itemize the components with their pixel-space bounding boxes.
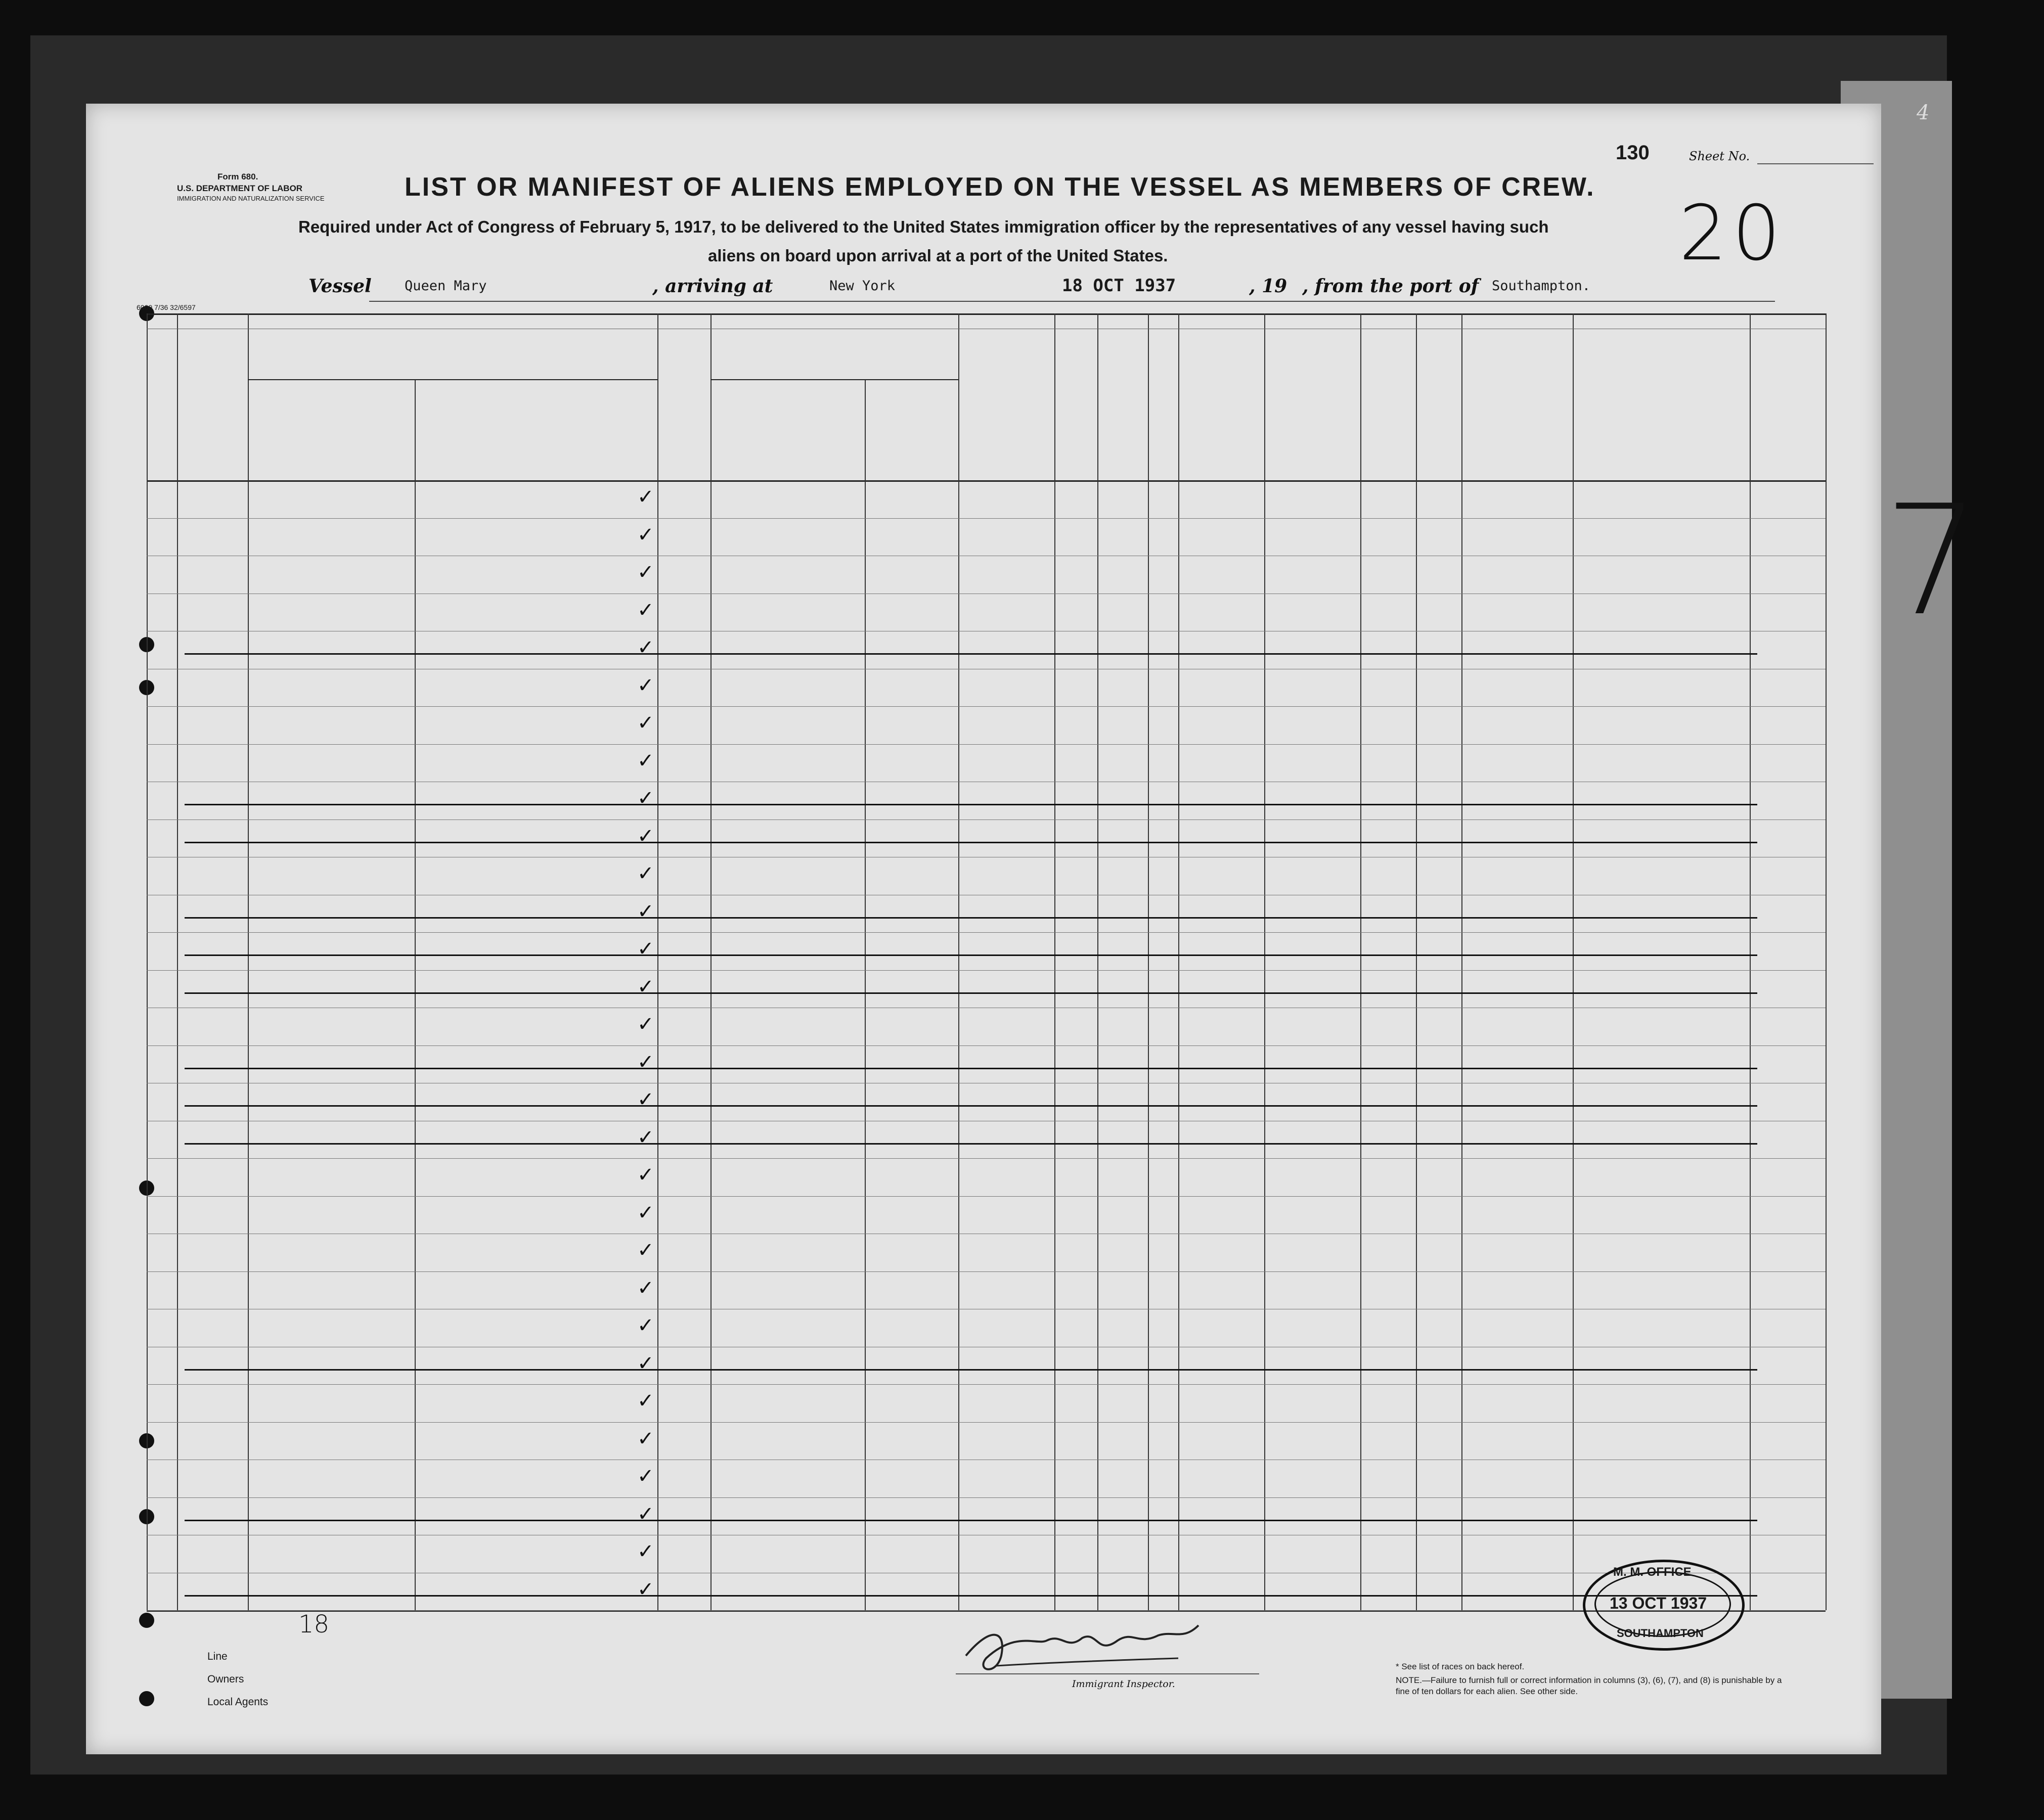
table-header-border (147, 480, 1826, 482)
check-mark: ✓ (637, 1239, 654, 1262)
arrival-port: New York (829, 278, 896, 294)
column-divider (1360, 313, 1361, 1610)
column-divider (1826, 313, 1827, 1610)
stamp-top: M. M. OFFICE (1613, 1565, 1692, 1579)
crew-table (147, 313, 1826, 1719)
page-title: LIST OR MANIFEST OF ALIENS EMPLOYED ON THE VESSEL AS MEMBERS OF CREW. (405, 172, 1595, 202)
column-divider (177, 313, 178, 1610)
column-divider (1054, 313, 1055, 1610)
fine-note: NOTE.—Failure to furnish full or correct information in columns (3), (6), (7), and (8) is punishable by a fine of ten dollars for each alien. See other side. (1396, 1675, 1782, 1697)
service-name: IMMIGRATION AND NATURALIZATION SERVICE (177, 195, 325, 202)
header-group-line (248, 379, 657, 380)
column-divider (1416, 313, 1417, 1610)
strikethrough-line (185, 1068, 1757, 1069)
row-divider (147, 1158, 1826, 1159)
subtitle-line1: Required under Act of Congress of February 5, 1917, to be delivered to the United States immigration officer by the representatives of any vessel having such (298, 217, 1549, 236)
column-divider (865, 379, 866, 1610)
check-mark: ✓ (637, 1314, 654, 1337)
check-mark: ✓ (637, 1502, 654, 1526)
header-group-line (710, 379, 958, 380)
check-mark: ✓ (637, 937, 654, 961)
check-mark: ✓ (637, 824, 654, 848)
strikethrough-line (185, 653, 1757, 655)
department: U.S. DEPARTMENT OF LABOR (177, 184, 303, 193)
stamp-bottom: SOUTHAMPTON (1617, 1627, 1704, 1640)
check-mark: ✓ (637, 899, 654, 923)
strikethrough-line (185, 1369, 1757, 1371)
column-divider (958, 313, 959, 1610)
arriving-label: , arriving at (652, 276, 773, 297)
row-divider (147, 518, 1826, 519)
manifest-sheet (86, 104, 1980, 1754)
check-mark: ✓ (637, 636, 654, 659)
strikethrough-line (185, 804, 1757, 805)
from-label: , from the port of (1302, 276, 1479, 297)
check-mark: ✓ (637, 1050, 654, 1074)
sheet-label-line (1757, 163, 1874, 164)
year-label: , 19 (1249, 276, 1287, 297)
handwritten-count: 18 (298, 1610, 330, 1639)
strikethrough-line (185, 917, 1757, 919)
column-divider (1461, 313, 1462, 1610)
column-divider (1573, 313, 1574, 1610)
check-mark: ✓ (637, 975, 654, 998)
check-mark: ✓ (637, 711, 654, 735)
column-divider (248, 313, 249, 1610)
row-divider (147, 706, 1826, 707)
row-divider (147, 744, 1826, 745)
footer-agents-label: Local Agents (207, 1696, 269, 1708)
row-divider (147, 932, 1826, 933)
vessel-underline (369, 301, 1775, 302)
footer-owners-label: Owners (207, 1673, 244, 1685)
column-divider (1750, 313, 1751, 1610)
row-divider (147, 1271, 1826, 1272)
strikethrough-line (185, 992, 1757, 994)
row-divider (147, 1497, 1826, 1498)
check-mark: ✓ (637, 1013, 654, 1036)
stamp-date: 13 OCT 1937 (1610, 1594, 1707, 1612)
check-mark: ✓ (637, 1465, 654, 1488)
check-mark: ✓ (637, 1577, 654, 1601)
column-divider (1178, 313, 1179, 1610)
column-divider (415, 379, 416, 1610)
handwritten-sheet-number: 20 (1679, 190, 1786, 278)
column-divider (657, 313, 658, 1610)
check-mark: ✓ (637, 1389, 654, 1413)
check-mark: ✓ (637, 1427, 654, 1450)
row-divider (147, 970, 1826, 971)
check-mark: ✓ (637, 1540, 654, 1563)
column-divider (1148, 313, 1149, 1610)
check-mark: ✓ (637, 787, 654, 810)
footer-line-label: Line (207, 1651, 228, 1662)
check-mark: ✓ (637, 862, 654, 885)
table-top-border (147, 313, 1826, 315)
form-number: Form 680. (217, 172, 258, 181)
arrival-date-stamp: 18 OCT 1937 (1062, 276, 1176, 296)
strikethrough-line (185, 1105, 1757, 1107)
subtitle-line2: aliens on board upon arrival at a port of the United States. (708, 246, 1168, 265)
margin-number: 7 (1884, 473, 1980, 649)
vessel-label: Vessel (308, 276, 372, 297)
check-mark: ✓ (637, 1125, 654, 1149)
check-mark: ✓ (637, 673, 654, 697)
corner-number: 4 (1917, 101, 1930, 124)
strikethrough-line (185, 1143, 1757, 1145)
races-note: * See list of races on back hereof. (1396, 1662, 1525, 1671)
sheet-number: 130 (1616, 142, 1650, 164)
strikethrough-line (185, 842, 1757, 843)
column-divider (710, 313, 712, 1610)
check-mark: ✓ (637, 1201, 654, 1224)
row-divider (147, 1422, 1826, 1423)
departure-port: Southampton. (1492, 278, 1591, 294)
vessel-line (308, 276, 1775, 306)
office-stamp (1583, 1560, 1745, 1651)
check-mark: ✓ (637, 523, 654, 547)
column-divider (1097, 313, 1098, 1610)
print-code: 6000 7/36 32/6597 (137, 303, 196, 311)
row-divider (147, 1045, 1826, 1046)
row-divider (147, 1384, 1826, 1385)
strikethrough-line (185, 954, 1757, 956)
vessel-name: Queen Mary (405, 278, 487, 294)
strikethrough-line (185, 1520, 1757, 1521)
row-divider (147, 1196, 1826, 1197)
check-mark: ✓ (637, 1276, 654, 1300)
check-mark: ✓ (637, 485, 654, 509)
strikethrough-line (185, 1595, 1757, 1597)
column-divider (147, 313, 148, 1610)
check-mark: ✓ (637, 1163, 654, 1187)
sheet-label: Sheet No. (1689, 149, 1750, 163)
check-mark: ✓ (637, 1088, 654, 1111)
inspector-signature (946, 1610, 1229, 1686)
check-mark: ✓ (637, 598, 654, 622)
column-divider (1264, 313, 1265, 1610)
check-mark: ✓ (637, 561, 654, 584)
check-mark: ✓ (637, 1351, 654, 1375)
check-mark: ✓ (637, 749, 654, 772)
inspector-line (956, 1673, 1259, 1674)
inspector-label: Immigrant Inspector. (1072, 1678, 1175, 1690)
